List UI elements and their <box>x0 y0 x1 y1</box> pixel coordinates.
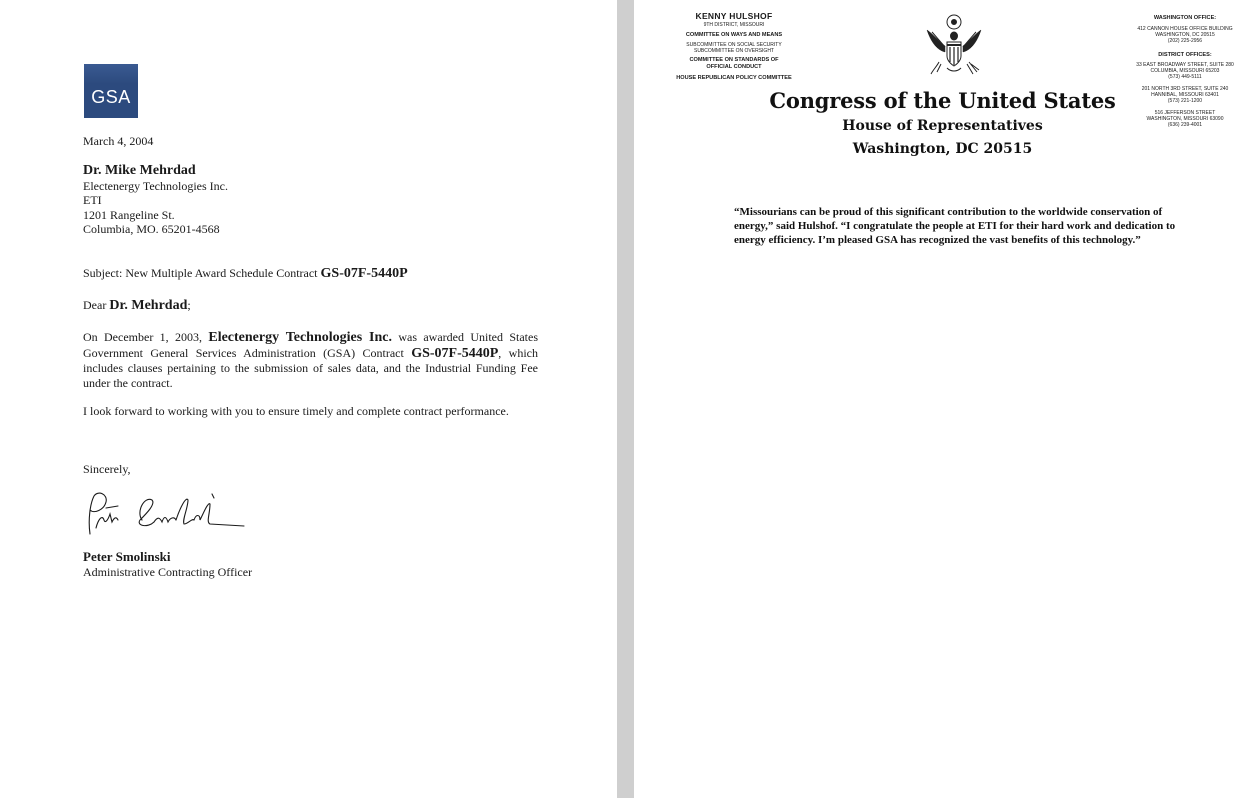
signer-title: Administrative Contracting Officer <box>83 565 253 579</box>
house-title: House of Representatives <box>842 118 1043 134</box>
committee-policy: HOUSE REPUBLICAN POLICY COMMITTEE <box>676 75 792 81</box>
district-1-phone: (573) 449-5111 <box>1168 74 1202 80</box>
member-district: 9TH DISTRICT, MISSOURI <box>703 22 765 28</box>
recipient-abbrev: ETI <box>83 193 102 207</box>
congress-letter-page <box>634 0 1251 798</box>
closing: Sincerely, <box>83 462 131 476</box>
committee-standards-line1: COMMITTEE ON STANDARDS OF <box>689 57 779 63</box>
district-2-phone: (573) 221-1200 <box>1167 98 1203 104</box>
district-3-phone: (636) 239-4001 <box>1167 122 1203 128</box>
gsa-letter-page <box>0 0 617 798</box>
washington-office-label: WASHINGTON OFFICE: <box>1153 15 1217 21</box>
signature-image <box>82 490 247 548</box>
recipient-city: Columbia, MO. 65201-4568 <box>83 222 220 236</box>
member-block <box>664 11 804 82</box>
recipient-company: Electenergy Technologies Inc. <box>83 179 228 193</box>
district-3-line2: WASHINGTON, MISSOURI 63090 <box>1146 116 1224 122</box>
committee-standards-line2: OFFICIAL CONDUCT <box>706 64 762 70</box>
congress-title: Congress of the United States <box>769 88 1116 113</box>
hulshof-quote: “Missourians can be proud of this significant contribution to the worldwide conservation of energy,” said Hulshof. “I congratulate the people at ETI for their hard work and dedication to energy efficiency. I’m pleased GSA has recognized the vast benefits of this technology.” <box>734 206 1176 246</box>
salutation: Dear Dr. Mehrdad; <box>83 298 191 313</box>
body-paragraph-1: On December 1, 2003, Electenergy Technologies Inc. was awarded United States Government General Services Administration (GSA) Contract GS-07F-5440P, which includes clauses pertaining to the submission of sales data, and the Industrial Funding Fee under the contract. <box>83 330 539 390</box>
letter-date: March 4, 2004 <box>83 134 154 148</box>
district-offices-label: DISTRICT OFFICES: <box>1158 52 1212 58</box>
body-paragraph-2: I look forward to working with you to ensure timely and complete contract performance. <box>83 404 509 418</box>
washington-phone: (202) 225-2956 <box>1167 38 1203 44</box>
district-2-line2: HANNIBAL, MISSOURI 63401 <box>1151 92 1219 98</box>
district-1-line1: 33 EAST BROADWAY STREET, SUITE 280 <box>1136 62 1234 68</box>
subcommittee-social-security: SUBCOMMITTEE ON SOCIAL SECURITY <box>686 42 782 48</box>
subject-line: Subject: New Multiple Award Schedule Contract GS-07F-5440P <box>83 266 408 281</box>
district-2-line1: 201 NORTH 3RD STREET, SUITE 240 <box>1141 86 1229 92</box>
washington-address-2: WASHINGTON, DC 20515 <box>1155 32 1215 38</box>
office-addresses <box>1132 15 1238 128</box>
member-name: KENNY HULSHOF <box>695 11 773 21</box>
subcommittee-oversight: SUBCOMMITTEE ON OVERSIGHT <box>693 48 774 54</box>
gsa-logo: GSA <box>84 64 138 118</box>
district-1-line2: COLUMBIA, MISSOURI 65203 <box>1150 68 1220 74</box>
washington-address-1: 412 CANNON HOUSE OFFICE BUILDING <box>1137 26 1233 32</box>
committee-ways-means: COMMITTEE ON WAYS AND MEANS <box>685 32 783 38</box>
signer-name: Peter Smolinski <box>83 549 171 564</box>
recipient-street: 1201 Rangeline St. <box>83 208 175 222</box>
eagle-seal-icon <box>923 12 985 78</box>
district-3-line1: 516 JEFFERSON STREET <box>1154 110 1216 116</box>
page-gutter <box>617 0 634 798</box>
recipient-name: Dr. Mike Mehrdad <box>83 163 196 178</box>
washington-city: Washington, DC 20515 <box>852 141 1033 157</box>
